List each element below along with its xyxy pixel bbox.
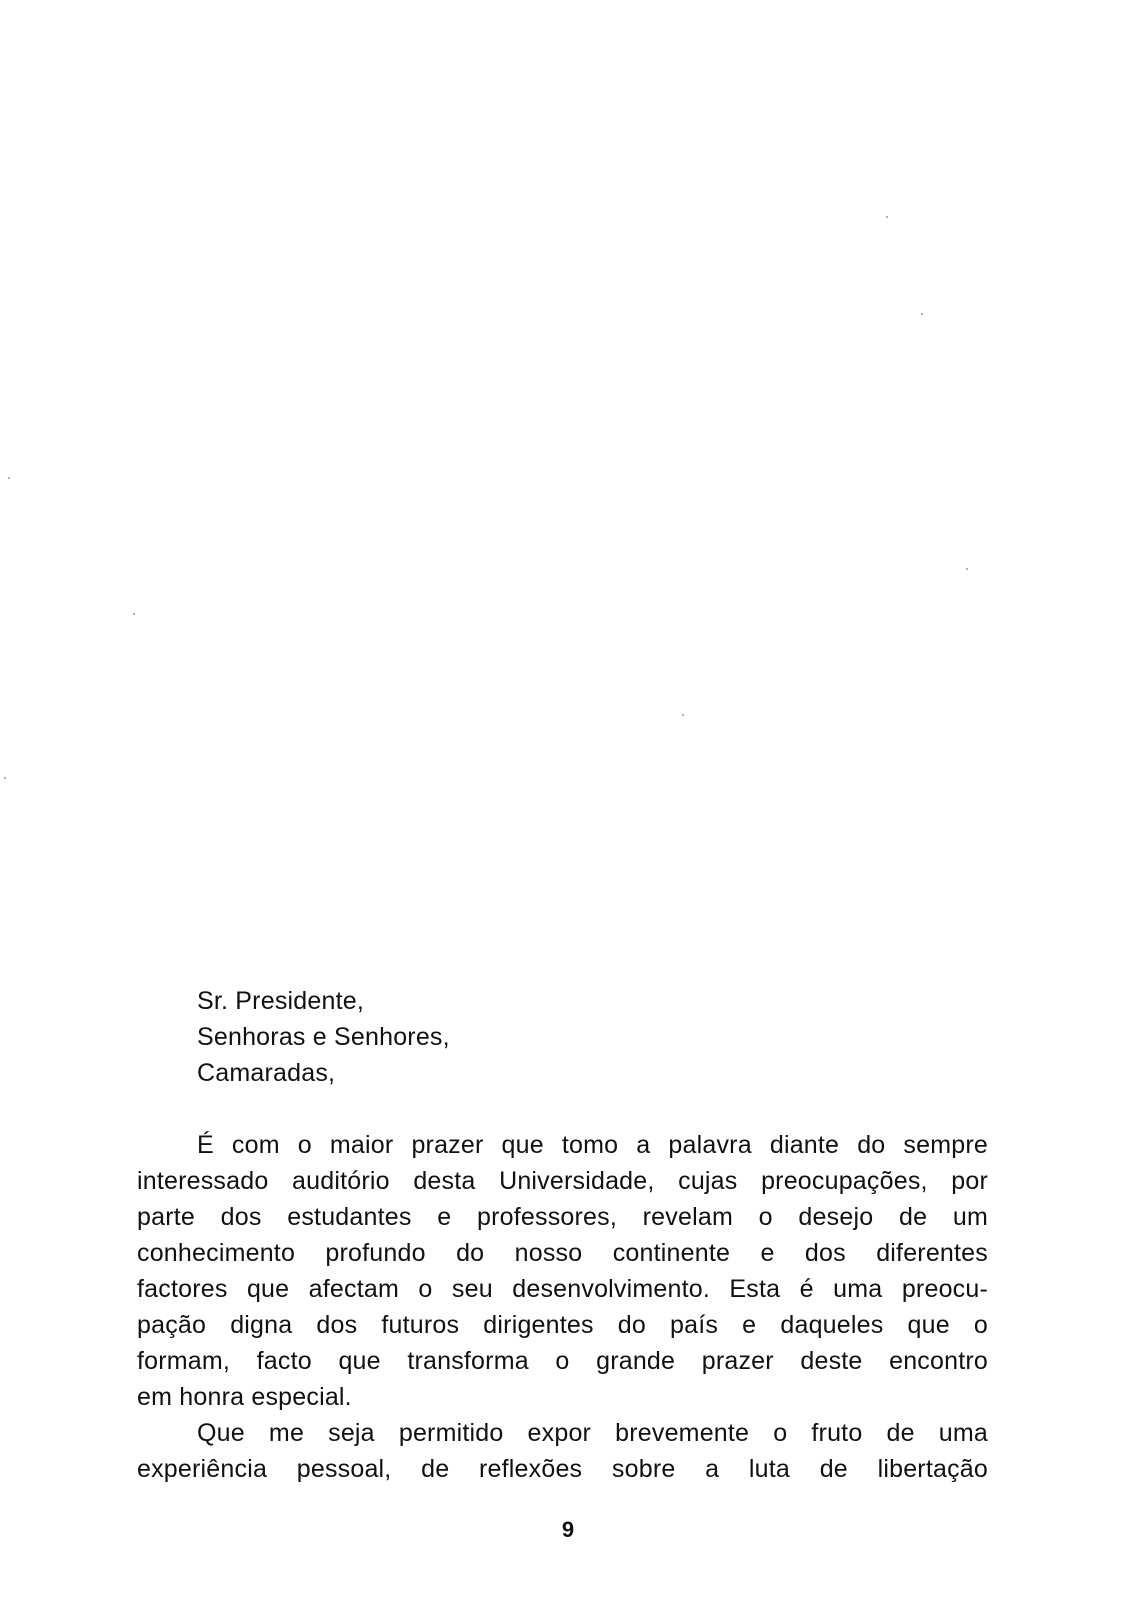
salutation-block — [197, 983, 450, 1091]
scan-speck — [4, 777, 6, 779]
text-line: formam, facto que transforma o grande prazer deste encontro — [137, 1347, 988, 1375]
scan-speck — [966, 568, 968, 570]
salutation-line: Camaradas, — [197, 1059, 336, 1087]
scan-speck — [921, 313, 923, 315]
scan-speck — [8, 477, 10, 479]
salutation-line: Sr. Presidente, — [197, 987, 364, 1015]
scan-speck — [682, 714, 684, 716]
text-line: conhecimento profundo do nosso continente e dos diferentes — [137, 1239, 988, 1267]
text-line: parte dos estudantes e professores, revelam o desejo de um — [137, 1203, 988, 1231]
scan-speck — [133, 613, 135, 615]
text-line: pação digna dos futuros dirigentes do país e daqueles que o — [137, 1311, 988, 1339]
text-line: É com o maior prazer que tomo a palavra diante do sempre — [197, 1131, 988, 1159]
text-line: Que me seja permitido expor brevemente o fruto de uma — [197, 1419, 988, 1447]
text-line: em honra especial. — [137, 1383, 352, 1411]
page-number: 9 — [561, 1517, 575, 1542]
paragraph-2 — [137, 1415, 988, 1487]
scan-speck — [886, 216, 888, 218]
salutation-line: Senhoras e Senhores, — [197, 1023, 450, 1051]
paragraph-1 — [137, 1127, 988, 1415]
text-line: factores que afectam o seu desenvolvimento. Esta é uma preocu- — [137, 1275, 988, 1303]
text-line: interessado auditório desta Universidade, cujas preocupações, por — [137, 1167, 988, 1195]
text-line: experiência pessoal, de reflexões sobre a luta de libertação — [137, 1455, 988, 1483]
